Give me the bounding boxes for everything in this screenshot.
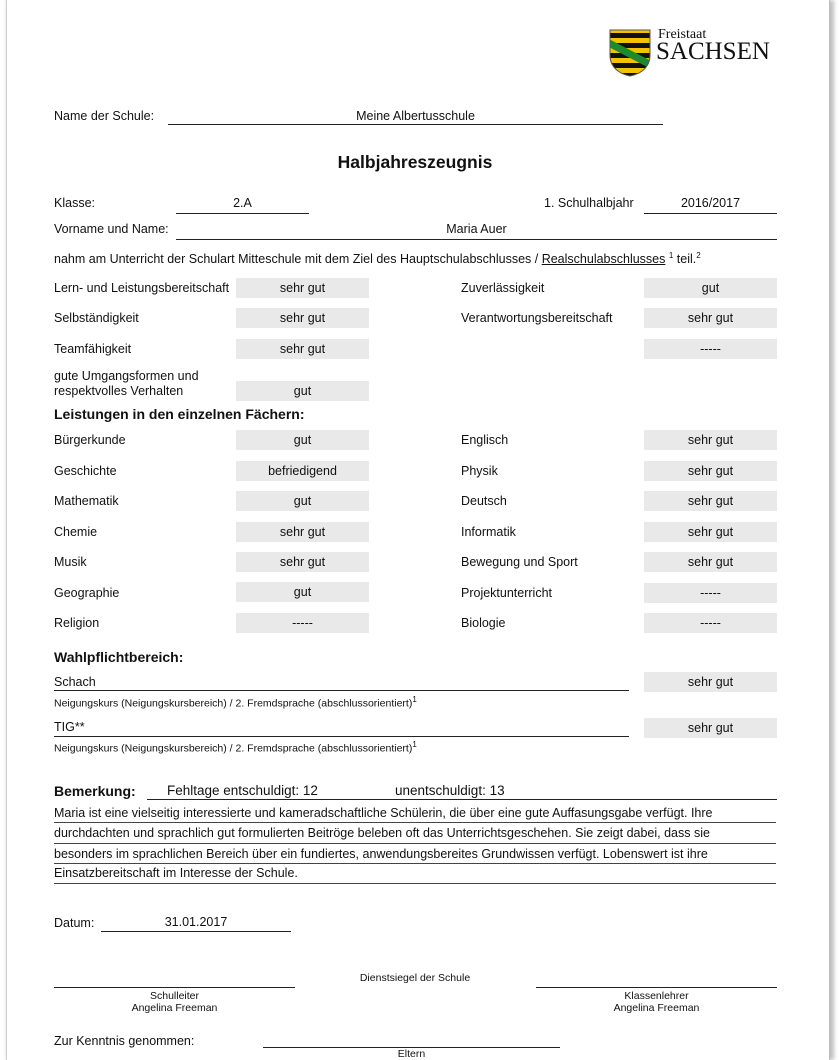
- parents-role: Eltern: [397, 1048, 426, 1060]
- teacher-signature-line: [536, 987, 777, 988]
- subject-label: Biologie: [461, 616, 506, 630]
- elective-caption: [54, 740, 417, 755]
- saxony-coat-of-arms-icon: [609, 29, 651, 77]
- subject-grade: -----: [236, 613, 369, 633]
- subject-label: Physik: [461, 464, 498, 478]
- remark-line: besonders im sprachlichen Bereich über ein fundiertes, anwendungsbereites Grundwissen verfügt. Lobenswert ist ihre: [54, 847, 708, 861]
- subject-grade: -----: [644, 583, 777, 603]
- attendance-sentence: [54, 251, 701, 266]
- student-name: Maria Auer: [446, 222, 507, 236]
- remark-rule: [54, 843, 776, 844]
- school-value: Meine Albertusschule: [356, 109, 475, 123]
- elective-underline: [54, 736, 629, 737]
- subject-label: Informatik: [461, 525, 516, 539]
- attendance-underlined: Realschulabschlusses: [541, 252, 666, 267]
- elective-grade: sehr gut: [644, 672, 777, 692]
- school-underline: [168, 124, 663, 125]
- unexcused-absences: unentschuldigt: 13: [395, 783, 505, 798]
- subject-grade: -----: [644, 613, 777, 633]
- remarks-label: Bemerkung:: [54, 783, 136, 799]
- seal-label: Dienstsiegel der Schule: [359, 972, 471, 984]
- behavior-grade: -----: [644, 339, 777, 359]
- page-title: Halbjahreszeugnis: [337, 152, 493, 172]
- remarks-header-underline: [147, 799, 777, 800]
- school-label: Name der Schule:: [54, 109, 155, 123]
- footnote-2: 2: [696, 251, 701, 260]
- behavior-grade: gut: [236, 381, 369, 401]
- class-value: 2.A: [233, 196, 252, 210]
- behavior-label: Zuverlässigkeit: [461, 281, 545, 295]
- footnote-1: 1: [668, 251, 674, 260]
- subject-grade: sehr gut: [644, 491, 777, 511]
- behavior-label: Verantwortungsbereitschaft: [461, 311, 613, 325]
- subject-grade: sehr gut: [644, 461, 777, 481]
- subject-label: Projektunterricht: [461, 586, 553, 600]
- elective-underline: [54, 690, 629, 691]
- subject-label: Deutsch: [461, 494, 507, 508]
- principal-name: Angelina Freeman: [131, 1002, 218, 1014]
- subject-label: Geschichte: [54, 464, 117, 478]
- remark-rule: [54, 863, 776, 864]
- class-underline: [176, 213, 309, 214]
- subject-grade: gut: [236, 491, 369, 511]
- behavior-grade: sehr gut: [644, 308, 777, 328]
- elective-grade: sehr gut: [644, 718, 777, 738]
- elective-caption-text: Neigungskurs (Neigungskursbereich) / 2. Fremdsprache (abschlussorientiert): [54, 742, 413, 755]
- logo-text-sachsen: SACHSEN: [656, 38, 770, 65]
- subject-grade: sehr gut: [236, 552, 369, 572]
- elective-name: TIG**: [54, 720, 85, 734]
- behavior-grade: sehr gut: [236, 339, 369, 359]
- attendance-suffix: teil.: [673, 252, 697, 267]
- subject-label: Chemie: [54, 525, 98, 539]
- subject-label: Musik: [54, 555, 87, 569]
- behavior-label: Selbständigkeit: [54, 311, 139, 325]
- teacher-role: Klassenlehrer: [624, 990, 689, 1002]
- date-underline: [101, 931, 291, 932]
- behavior-grade: gut: [644, 278, 777, 298]
- subjects-heading: Leistungen in den einzelnen Fächern:: [54, 406, 305, 422]
- principal-signature-line: [54, 987, 295, 988]
- half-year-underline: [644, 213, 777, 214]
- excused-absences: Fehltage entschuldigt: 12: [167, 783, 318, 798]
- subject-grade: gut: [236, 582, 369, 602]
- subject-grade: sehr gut: [644, 430, 777, 450]
- subject-label: Mathematik: [54, 494, 119, 508]
- subject-grade: gut: [236, 430, 369, 450]
- behavior-label: gute Umgangsformen und: [54, 369, 199, 383]
- principal-role: Schulleiter: [149, 990, 200, 1002]
- name-underline: [176, 239, 777, 240]
- subject-label: Religion: [54, 616, 100, 630]
- subject-grade: befriedigend: [236, 461, 369, 481]
- behavior-grade: sehr gut: [236, 308, 369, 328]
- subject-label: Geographie: [54, 586, 120, 600]
- footnote-1: 1: [412, 695, 417, 704]
- half-year-label: 1. Schulhalbjahr: [544, 196, 634, 210]
- behavior-label: Teamfähigkeit: [54, 342, 132, 356]
- footnote-1: 1: [412, 740, 417, 749]
- remark-rule: [54, 883, 776, 884]
- elective-name: Schach: [54, 675, 96, 689]
- remark-line: Maria ist eine vielseitig interessierte und kameradschaftliche Schülerin, die über eine gute Auffasungsgabe verfügt. Ihre: [54, 806, 713, 820]
- remark-rule: [54, 822, 776, 823]
- class-label: Klasse:: [54, 196, 95, 210]
- teacher-name: Angelina Freeman: [613, 1002, 700, 1014]
- subject-label: Bürgerkunde: [54, 433, 126, 447]
- behavior-grade: sehr gut: [236, 278, 369, 298]
- subject-grade: sehr gut: [644, 522, 777, 542]
- elective-caption-text: Neigungskurs (Neigungskursbereich) / 2. Fremdsprache (abschlussorientiert): [54, 697, 413, 710]
- behavior-label: Lern- und Leistungsbereitschaft: [54, 281, 230, 295]
- acknowledged-label: Zur Kenntnis genommen:: [54, 1034, 195, 1048]
- behavior-label: respektvolles Verhalten: [54, 384, 184, 398]
- elective-heading: Wahlpflichtbereich:: [54, 649, 184, 665]
- subject-grade: sehr gut: [644, 552, 777, 572]
- logo-text-freistaat: Freistaat: [658, 27, 707, 42]
- attendance-text: nahm am Unterricht der Schulart Mitteschule mit dem Ziel des Hauptschulabschlusses /: [54, 252, 542, 267]
- remark-line: Einsatzbereitschaft im Interesse der Schule.: [54, 866, 298, 880]
- remark-line: durchdachten und sprachlich gut formulierten Beitröge beleben oft das Unterrichtsgeschehen. Sie zeigt dabei, dass sie: [54, 826, 710, 840]
- name-label: Vorname und Name:: [54, 222, 169, 236]
- subject-grade: sehr gut: [236, 522, 369, 542]
- elective-caption: [54, 695, 417, 710]
- subject-label: Englisch: [461, 433, 509, 447]
- date-value: 31.01.2017: [164, 915, 228, 929]
- subject-label: Bewegung und Sport: [461, 555, 578, 569]
- half-year-value: 2016/2017: [680, 196, 741, 210]
- date-label: Datum:: [54, 916, 95, 930]
